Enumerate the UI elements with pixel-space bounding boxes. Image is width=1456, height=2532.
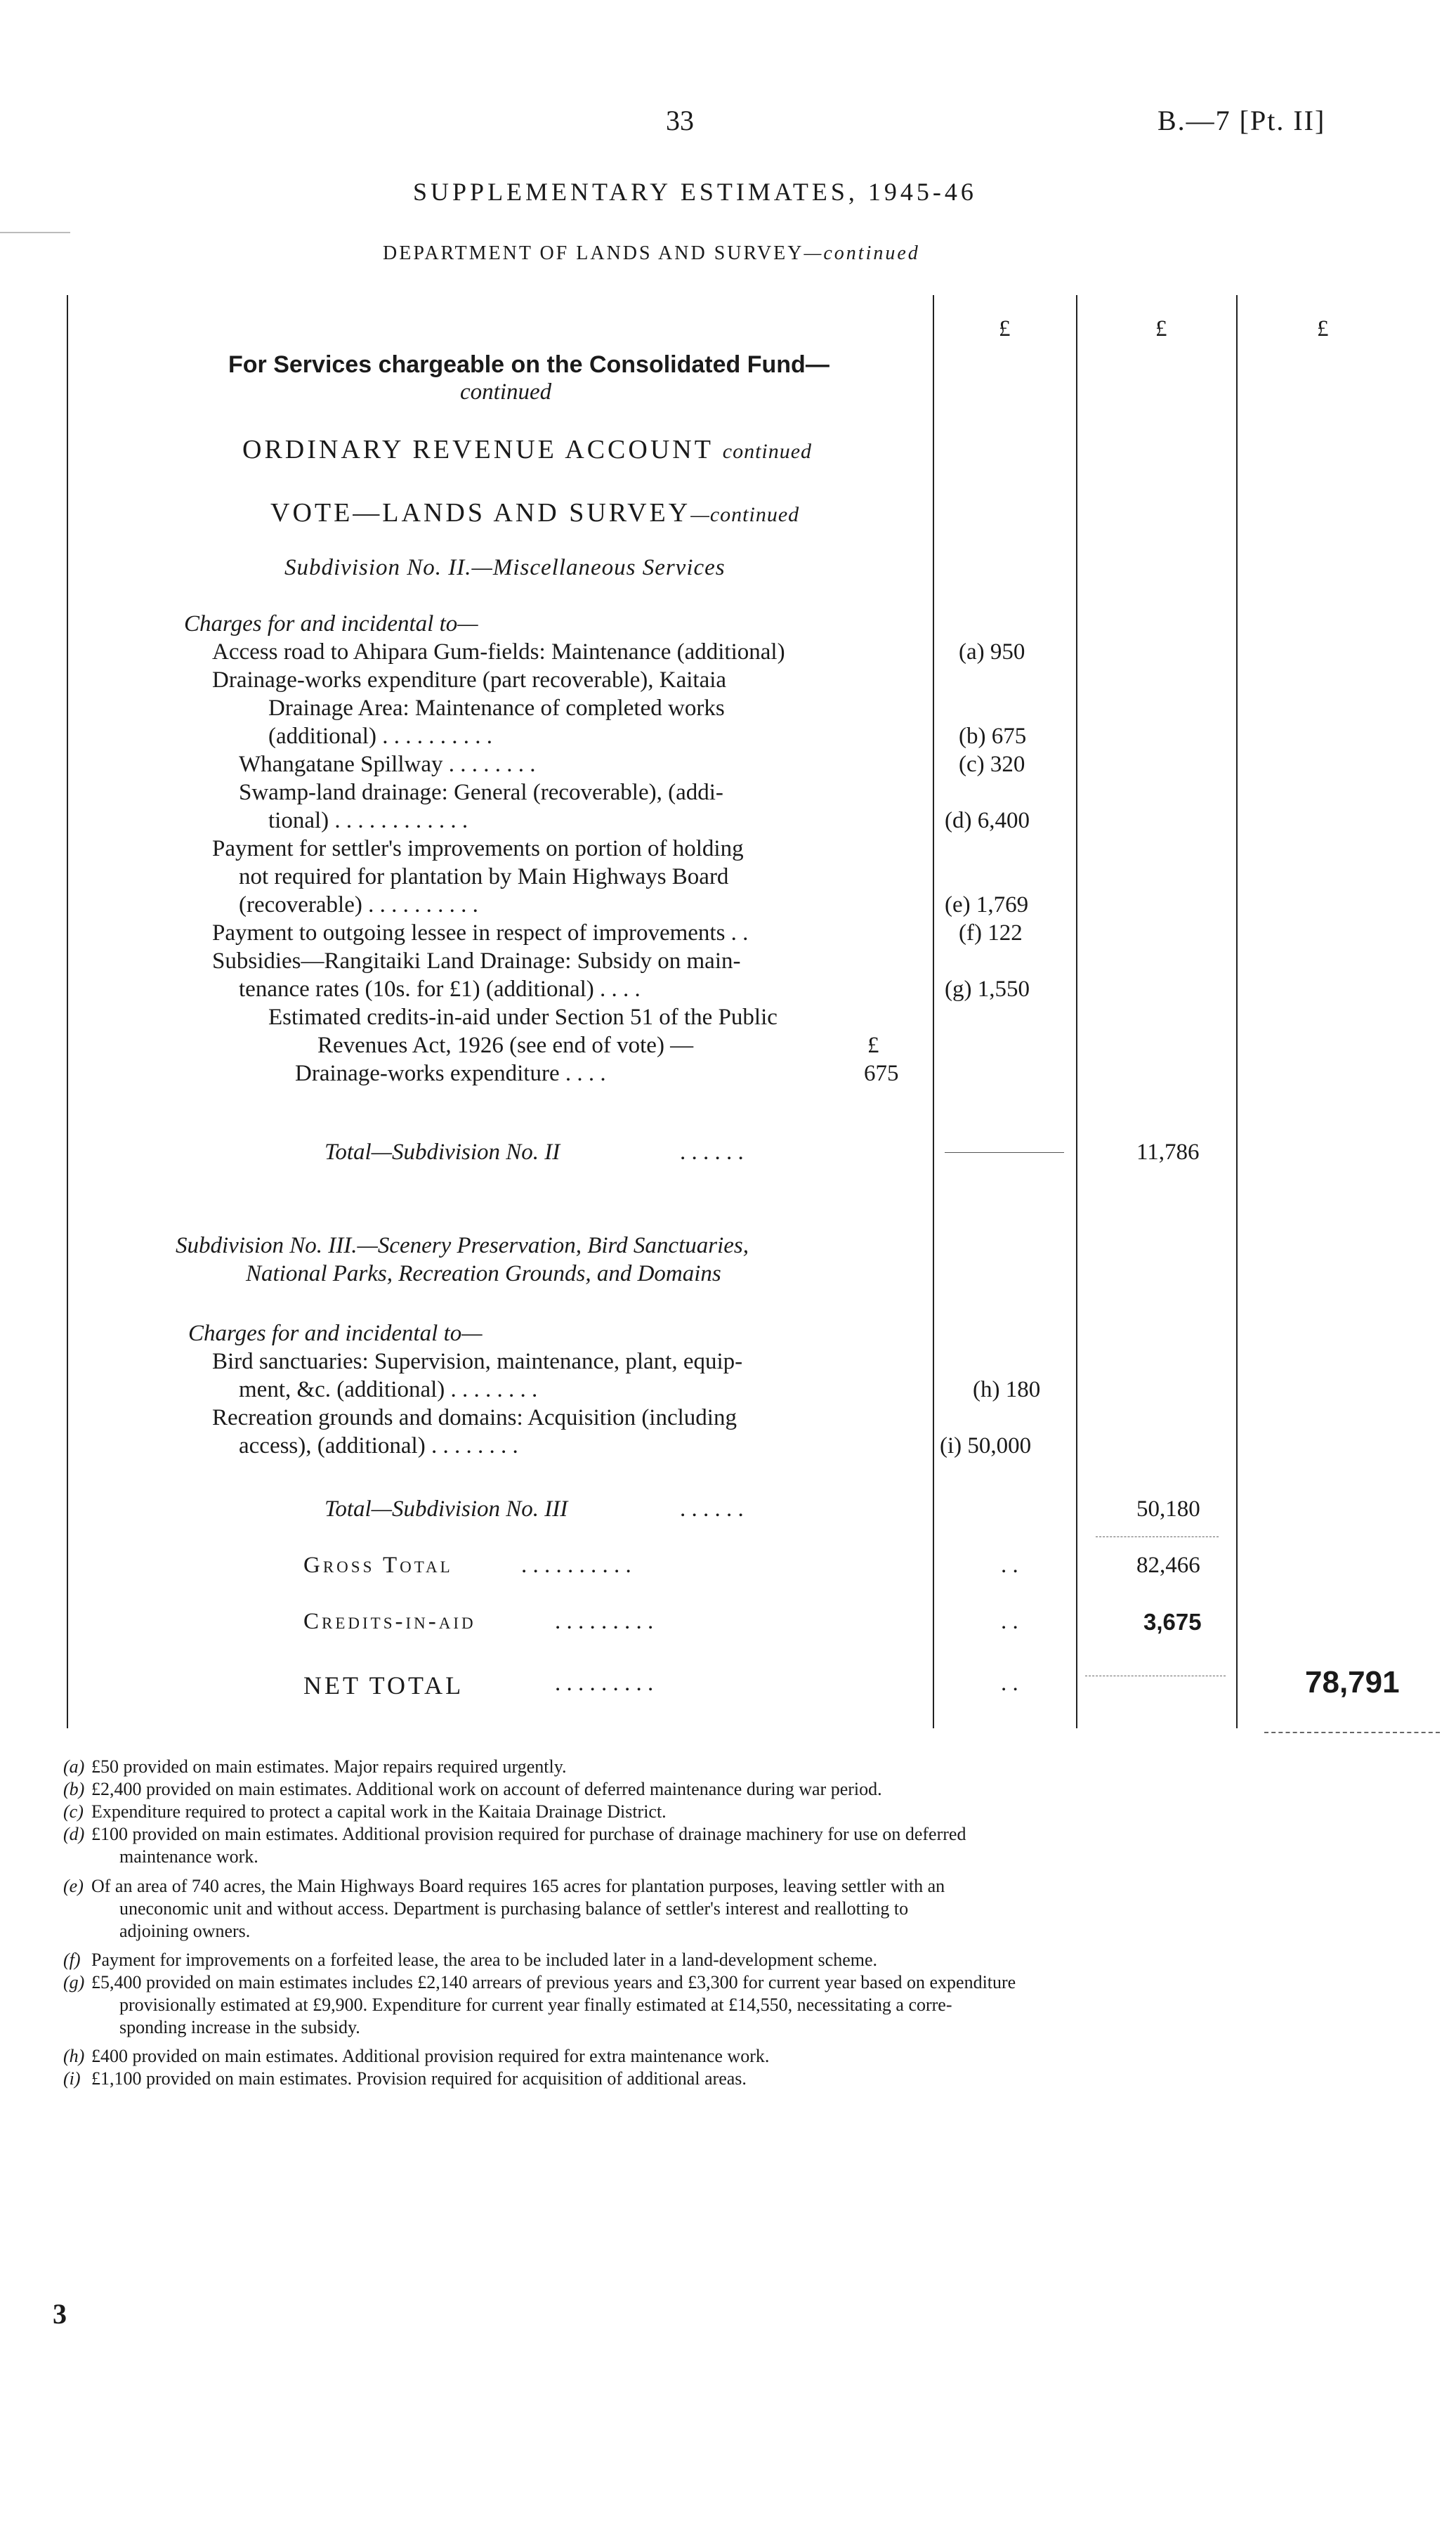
sub3-charges-label: Charges for and incidental to— bbox=[188, 1321, 483, 1346]
services-heading: For Services chargeable on the Consolidated Fund— bbox=[228, 351, 829, 378]
sub2-line: Access road to Ahipara Gum-fields: Maintenance (additional) bbox=[212, 639, 785, 665]
column-head-1: £ bbox=[999, 316, 1011, 341]
sub2-line: Payment for settler's improvements on portion of holding bbox=[212, 836, 744, 861]
table-left-rule bbox=[67, 295, 68, 1728]
column-head-3: £ bbox=[1317, 316, 1329, 341]
credit-pound-sign: £ bbox=[867, 1033, 879, 1058]
column-head-2: £ bbox=[1155, 316, 1167, 341]
footnote bbox=[63, 1921, 250, 1942]
total-2-rule bbox=[945, 1152, 1064, 1153]
footnote-text: Payment for improvements on a forfeited lease, the area to be included later in a land-development scheme. bbox=[91, 1950, 878, 1970]
sub2-line: Revenues Act, 1926 (see end of vote) — bbox=[317, 1033, 694, 1058]
services-continued: continued bbox=[460, 379, 552, 405]
footnote bbox=[63, 1950, 877, 1971]
footnote bbox=[63, 2046, 769, 2067]
footnote-mark: (h) bbox=[63, 2046, 85, 2066]
credits-in-aid-value: 3,675 bbox=[1143, 1609, 1202, 1635]
document-reference: B.—7 [Pt. II] bbox=[1157, 105, 1326, 136]
sub2-line: Swamp-land drainage: General (recoverable), (addi- bbox=[239, 780, 723, 805]
footnote-mark: (e) bbox=[63, 1876, 84, 1896]
footnote-text: uneconomic unit and without access. Department is purchasing balance of settler's interest and reallotting to bbox=[119, 1898, 909, 1919]
amount-g: (g) 1,550 bbox=[945, 977, 1030, 1002]
department-heading bbox=[383, 242, 920, 265]
total-subdivision-2-dots: . . . . . . bbox=[680, 1140, 744, 1165]
total-subdivision-2-label: Total—Subdivision No. II bbox=[324, 1140, 560, 1165]
footnote-mark: (i) bbox=[63, 2068, 81, 2089]
sub3-line: Bird sanctuaries: Supervision, maintenance, plant, equip- bbox=[212, 1349, 743, 1374]
total-subdivision-3-label: Total—Subdivision No. III bbox=[324, 1496, 568, 1522]
footnote bbox=[63, 1756, 567, 1777]
footnote-mark: (a) bbox=[63, 1756, 85, 1777]
footnote-text: £2,400 provided on main estimates. Additional work on account of deferred maintenance during war period. bbox=[91, 1779, 882, 1799]
total-3-rule bbox=[1096, 1536, 1219, 1537]
footnote bbox=[63, 1779, 882, 1800]
credit-amount: 675 bbox=[864, 1061, 899, 1086]
total-subdivision-3-dots: . . . . . . bbox=[680, 1496, 744, 1522]
sub3-line: access), (additional) . . . . . . . . bbox=[239, 1433, 518, 1458]
column-rule-3 bbox=[1236, 295, 1238, 1728]
sub3-line: ment, &c. (additional) . . . . . . . . bbox=[239, 1377, 538, 1402]
sheet-number: 3 bbox=[53, 2298, 67, 2330]
sub2-line: Whangatane Spillway . . . . . . . . bbox=[239, 752, 536, 777]
footnote-text: Of an area of 740 acres, the Main Highways Board requires 165 acres for plantation purposes, leaving settler with an bbox=[91, 1876, 945, 1896]
department-continued: —continued bbox=[804, 242, 920, 264]
footnote-text: adjoining owners. bbox=[119, 1921, 251, 1941]
gross-total-dots: . . . . . . . . . . bbox=[521, 1553, 631, 1578]
sub2-charges-label: Charges for and incidental to— bbox=[184, 611, 478, 637]
bottom-dash-right bbox=[1264, 1732, 1440, 1733]
net-col1-dots: . . bbox=[1001, 1671, 1018, 1696]
footnote-text: £5,400 provided on main estimates includes £2,140 arrears of previous years and £3,300 for current year based on expenditure bbox=[91, 1972, 1016, 1992]
subdivision-3-heading-line2: National Parks, Recreation Grounds, and Domains bbox=[246, 1261, 721, 1286]
sub2-line: not required for plantation by Main Highways Board bbox=[239, 864, 729, 889]
footnote bbox=[63, 1801, 667, 1822]
sub2-line: tenance rates (10s. for £1) (additional) . . . . bbox=[239, 977, 641, 1002]
page-title: SUPPLEMENTARY ESTIMATES, 1945-46 bbox=[413, 178, 977, 206]
footnote bbox=[63, 2068, 747, 2089]
sub2-line: Subsidies—Rangitaiki Land Drainage: Subsidy on main- bbox=[212, 948, 741, 974]
footnote-text: Expenditure required to protect a capital work in the Kaitaia Drainage District. bbox=[91, 1801, 667, 1822]
vote-continued: —continued bbox=[690, 503, 800, 526]
sub2-line: Drainage-works expenditure (part recoverable), Kaitaia bbox=[212, 667, 727, 693]
net-total-label: NET TOTAL bbox=[303, 1671, 464, 1699]
footnote bbox=[63, 2017, 360, 2038]
total-subdivision-2-value: 11,786 bbox=[1136, 1140, 1200, 1165]
footnote-text: provisionally estimated at £9,900. Expenditure for current year finally estimated at £14,550, necessitating a corre- bbox=[119, 1995, 952, 2015]
net-total-dots: . . . . . . . . . bbox=[555, 1671, 654, 1696]
footnote-text: maintenance work. bbox=[119, 1846, 258, 1867]
footnote-text: sponding increase in the subsidy. bbox=[119, 2017, 360, 2037]
sub2-line: (recoverable) . . . . . . . . . . bbox=[239, 892, 478, 918]
credits-in-aid-label: Credits-in-aid bbox=[303, 1609, 476, 1634]
vote-name: VOTE—LANDS AND SURVEY bbox=[270, 498, 691, 528]
footnote-text: £1,100 provided on main estimates. Provision required for acquisition of additional areas. bbox=[91, 2068, 747, 2089]
amount-b: (b) 675 bbox=[959, 724, 1027, 749]
footnote-mark: (g) bbox=[63, 1972, 85, 1992]
amount-d: (d) 6,400 bbox=[945, 808, 1030, 833]
sub2-line: Drainage Area: Maintenance of completed works bbox=[268, 696, 725, 721]
footnote bbox=[63, 1898, 908, 1919]
sub2-line: (additional) . . . . . . . . . . bbox=[268, 724, 492, 749]
sub2-line: Payment to outgoing lessee in respect of improvements . . bbox=[212, 920, 749, 946]
department-name: DEPARTMENT OF LANDS AND SURVEY bbox=[383, 242, 804, 264]
sub2-line: Drainage-works expenditure . . . . bbox=[295, 1061, 606, 1086]
amount-c: (c) 320 bbox=[959, 752, 1025, 777]
footnote bbox=[63, 1824, 966, 1845]
credits-in-aid-dots: . . . . . . . . . bbox=[555, 1609, 654, 1634]
sub2-line: tional) . . . . . . . . . . . . bbox=[268, 808, 468, 833]
footnote-text: £100 provided on main estimates. Additional provision required for purchase of drainage machinery for use on deferred bbox=[91, 1824, 966, 1844]
column-rule-2 bbox=[1076, 295, 1077, 1728]
gross-total-value: 82,466 bbox=[1136, 1553, 1200, 1578]
total-subdivision-3-value: 50,180 bbox=[1136, 1496, 1200, 1522]
footnote-text: £50 provided on main estimates. Major repairs required urgently. bbox=[91, 1756, 567, 1777]
page-number: 33 bbox=[666, 105, 694, 136]
subdivision-2-heading: Subdivision No. II.—Miscellaneous Services bbox=[284, 555, 726, 580]
amount-h: (h) 180 bbox=[973, 1377, 1041, 1402]
edge-mark-left bbox=[0, 232, 70, 233]
credits-col1-dots: . . bbox=[1001, 1609, 1018, 1634]
footnote-mark: (d) bbox=[63, 1824, 85, 1844]
net-total-value: 78,791 bbox=[1305, 1665, 1400, 1699]
sub2-line: Estimated credits-in-aid under Section 51 of the Public bbox=[268, 1005, 778, 1030]
gross-total-label: Gross Total bbox=[303, 1553, 453, 1578]
vote-heading bbox=[270, 497, 799, 528]
footnote-mark: (c) bbox=[63, 1801, 84, 1822]
amount-e: (e) 1,769 bbox=[945, 892, 1029, 918]
footnote bbox=[63, 1846, 258, 1867]
account-heading bbox=[242, 434, 812, 465]
footnote bbox=[63, 1995, 952, 2016]
amount-f: (f) 122 bbox=[959, 920, 1023, 946]
amount-a: (a) 950 bbox=[959, 639, 1025, 665]
footnote-mark: (b) bbox=[63, 1779, 85, 1799]
account-name: ORDINARY REVENUE ACCOUNT bbox=[242, 435, 714, 464]
footnote bbox=[63, 1972, 1016, 1993]
amount-i: (i) 50,000 bbox=[940, 1433, 1032, 1458]
subdivision-3-heading-line1: Subdivision No. III.—Scenery Preservation, Bird Sanctuaries, bbox=[176, 1233, 749, 1258]
account-continued: continued bbox=[722, 440, 813, 463]
sub3-line: Recreation grounds and domains: Acquisition (including bbox=[212, 1405, 737, 1430]
footnote-text: £400 provided on main estimates. Additional provision required for extra maintenance work. bbox=[91, 2046, 770, 2066]
column-rule-1 bbox=[933, 295, 934, 1728]
footnote-mark: (f) bbox=[63, 1950, 81, 1970]
gross-col1-dots: . . bbox=[1001, 1553, 1018, 1578]
footnote bbox=[63, 1876, 945, 1897]
